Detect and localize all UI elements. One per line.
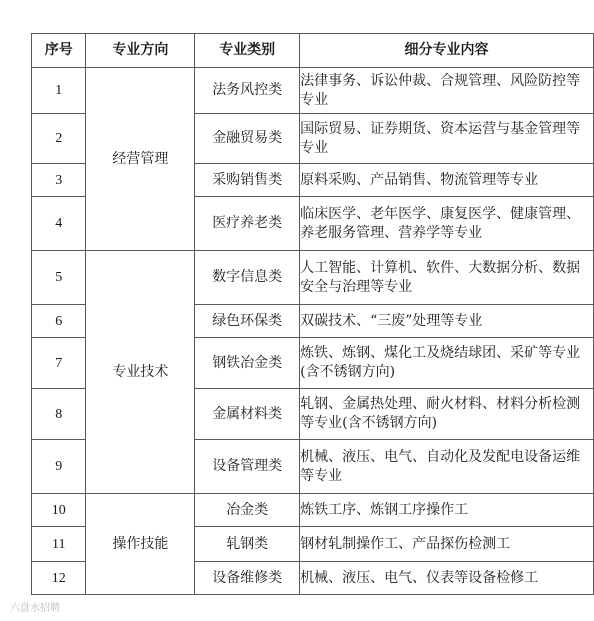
header-number: 序号 bbox=[32, 34, 86, 68]
detail-cell: 机械、液压、电气、仪表等设备检修工 bbox=[300, 562, 594, 595]
direction-cell: 操作技能 bbox=[86, 494, 195, 595]
table-row bbox=[32, 494, 594, 527]
detail-cell: 炼铁、炼钢、煤化工及烧结球团、采矿等专业(含不锈钢方向) bbox=[300, 338, 594, 389]
header-detail: 细分专业内容 bbox=[300, 34, 594, 68]
row-number: 1 bbox=[32, 68, 86, 114]
row-number: 2 bbox=[32, 114, 86, 164]
direction-cell: 专业技术 bbox=[86, 251, 195, 494]
category-cell: 金融贸易类 bbox=[195, 114, 300, 164]
detail-cell: 钢材轧制操作工、产品探伤检测工 bbox=[300, 527, 594, 562]
detail-cell: 炼铁工序、炼钢工序操作工 bbox=[300, 494, 594, 527]
detail-cell: 轧钢、金属热处理、耐火材料、材料分析检测等专业(含不锈钢方向) bbox=[300, 389, 594, 440]
detail-cell: 原料采购、产品销售、物流管理等专业 bbox=[300, 164, 594, 197]
row-number: 8 bbox=[32, 389, 86, 440]
row-number: 10 bbox=[32, 494, 86, 527]
watermark-logo: 六盘水招聘 bbox=[10, 603, 60, 614]
category-cell: 冶金类 bbox=[195, 494, 300, 527]
row-number: 5 bbox=[32, 251, 86, 305]
detail-cell: 国际贸易、证券期货、资本运营与基金管理等专业 bbox=[300, 114, 594, 164]
category-cell: 数字信息类 bbox=[195, 251, 300, 305]
row-number: 4 bbox=[32, 197, 86, 251]
detail-cell: 双碳技术、“三废”处理等专业 bbox=[300, 305, 594, 338]
category-cell: 轧钢类 bbox=[195, 527, 300, 562]
row-number: 7 bbox=[32, 338, 86, 389]
category-cell: 设备管理类 bbox=[195, 440, 300, 494]
category-cell: 钢铁冶金类 bbox=[195, 338, 300, 389]
detail-cell: 法律事务、诉讼仲裁、合规管理、风险防控等专业 bbox=[300, 68, 594, 114]
table-row bbox=[32, 68, 594, 114]
category-cell: 采购销售类 bbox=[195, 164, 300, 197]
row-number: 12 bbox=[32, 562, 86, 595]
detail-cell: 机械、液压、电气、自动化及发配电设备运维等专业 bbox=[300, 440, 594, 494]
row-number: 9 bbox=[32, 440, 86, 494]
header-row bbox=[32, 34, 594, 68]
row-number: 3 bbox=[32, 164, 86, 197]
direction-cell: 经营管理 bbox=[86, 68, 195, 251]
specialty-table bbox=[31, 33, 594, 595]
category-cell: 金属材料类 bbox=[195, 389, 300, 440]
category-cell: 法务风控类 bbox=[195, 68, 300, 114]
header-category: 专业类别 bbox=[195, 34, 300, 68]
table-row bbox=[32, 251, 594, 305]
detail-cell: 临床医学、老年医学、康复医学、健康管理、养老服务管理、营养学等专业 bbox=[300, 197, 594, 251]
header-direction: 专业方向 bbox=[86, 34, 195, 68]
category-cell: 医疗养老类 bbox=[195, 197, 300, 251]
row-number: 11 bbox=[32, 527, 86, 562]
category-cell: 设备维修类 bbox=[195, 562, 300, 595]
category-cell: 绿色环保类 bbox=[195, 305, 300, 338]
detail-cell: 人工智能、计算机、软件、大数据分析、数据安全与治理等专业 bbox=[300, 251, 594, 305]
row-number: 6 bbox=[32, 305, 86, 338]
